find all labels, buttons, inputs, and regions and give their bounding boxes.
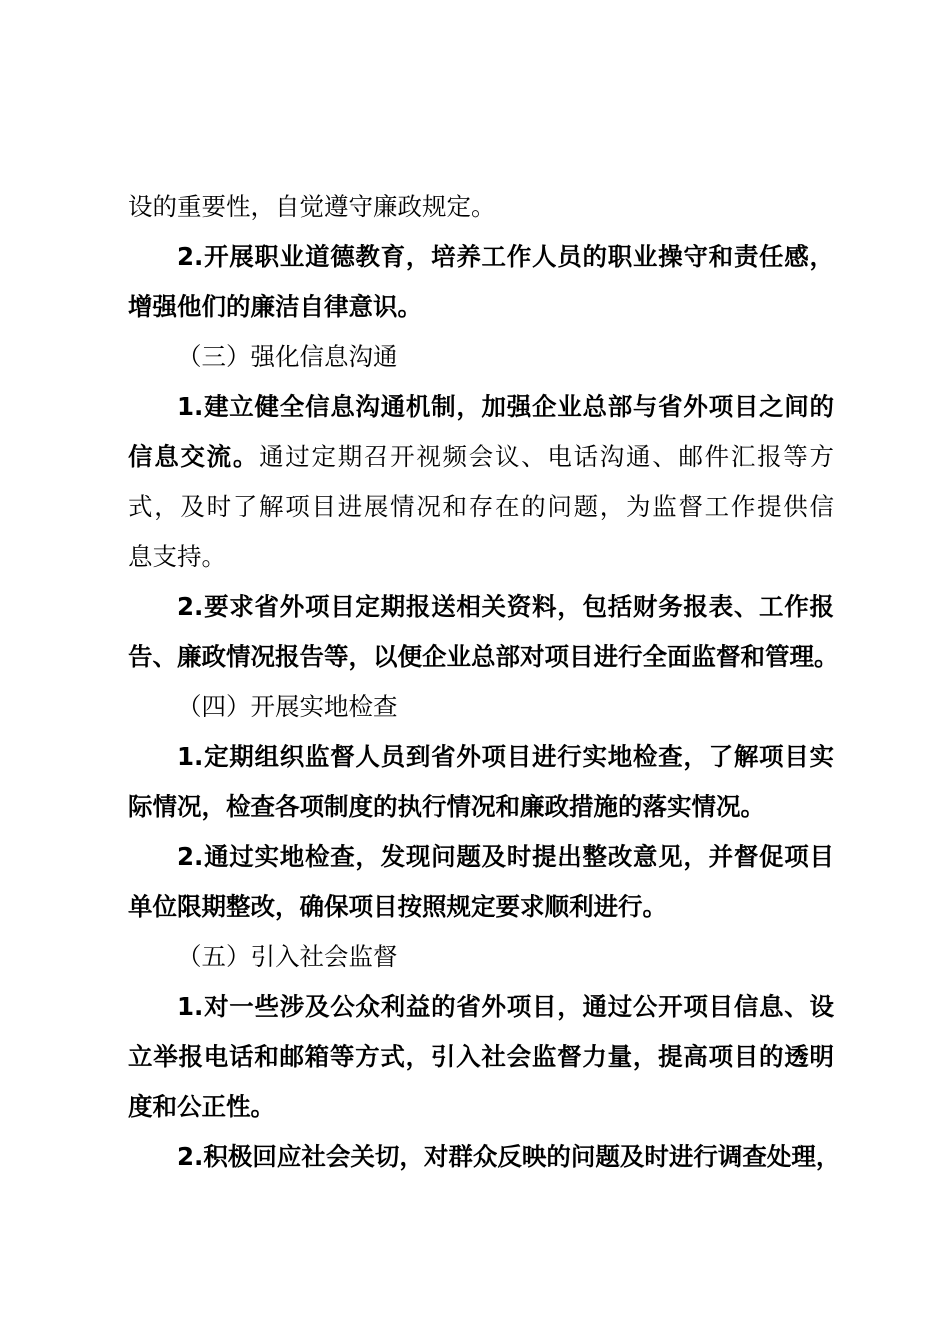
bold-text-segment: 2.积极回应社会关切，对群众反映的问题及时进行调查处理， bbox=[177, 1142, 841, 1171]
text-line bbox=[128, 932, 834, 982]
text-line bbox=[128, 1082, 834, 1132]
text-line bbox=[128, 882, 834, 932]
text-line bbox=[128, 432, 834, 482]
bold-text-segment: 2.要求省外项目定期报送相关资料，包括财务报表、工作报 bbox=[177, 592, 834, 621]
text-line bbox=[128, 582, 834, 632]
text-segment: （五）引入社会监督 bbox=[177, 942, 398, 971]
bold-text-segment: 际情况，检查各项制度的执行情况和廉政措施的落实情况。 bbox=[128, 792, 765, 821]
text-line bbox=[128, 732, 834, 782]
bold-text-segment: 度和公正性。 bbox=[128, 1092, 275, 1121]
text-line bbox=[128, 532, 834, 582]
text-line bbox=[128, 382, 834, 432]
text-line bbox=[128, 1132, 841, 1182]
text-segment: 式，及时了解项目进展情况和存在的问题，为监督工作提供信 bbox=[128, 492, 834, 521]
bold-text-segment: 信息交流。 bbox=[128, 442, 260, 471]
text-segment: 设的重要性，自觉遵守廉政规定。 bbox=[128, 192, 496, 221]
bold-text-segment: 1.对一些涉及公众利益的省外项目，通过公开项目信息、设 bbox=[177, 992, 834, 1021]
bold-text-segment: 立举报电话和邮箱等方式，引入社会监督力量，提高项目的透明 bbox=[128, 1042, 834, 1071]
bold-text-segment: 1.建立健全信息沟通机制，加强企业总部与省外项目之间的 bbox=[177, 392, 834, 421]
text-line bbox=[128, 232, 834, 282]
text-line bbox=[128, 332, 834, 382]
text-segment: 息支持。 bbox=[128, 542, 226, 571]
document-body bbox=[128, 182, 841, 1182]
text-segment: （三）强化信息沟通 bbox=[177, 342, 398, 371]
bold-text-segment: 告、廉政情况报告等，以便企业总部对项目进行全面监督和管理。 bbox=[128, 642, 839, 671]
text-line bbox=[128, 482, 834, 532]
bold-text-segment: 2.通过实地检查，发现问题及时提出整改意见，并督促项目 bbox=[177, 842, 834, 871]
text-segment: （四）开展实地检查 bbox=[177, 692, 398, 721]
bold-text-segment: 增强他们的廉洁自律意识。 bbox=[128, 292, 422, 321]
text-line bbox=[128, 832, 834, 882]
text-line bbox=[128, 282, 834, 332]
bold-text-segment: 单位限期整改，确保项目按照规定要求顺利进行。 bbox=[128, 892, 667, 921]
text-line bbox=[128, 782, 834, 832]
text-line bbox=[128, 682, 834, 732]
bold-text-segment: 2.开展职业道德教育，培养工作人员的职业操守和责任感， bbox=[177, 242, 834, 271]
text-line bbox=[128, 182, 834, 232]
text-line bbox=[128, 982, 834, 1032]
bold-text-segment: 1.定期组织监督人员到省外项目进行实地检查，了解项目实 bbox=[177, 742, 834, 771]
text-line bbox=[128, 1032, 834, 1082]
text-line bbox=[128, 632, 839, 682]
text-segment: 通过定期召开视频会议、电话沟通、邮件汇报等方 bbox=[259, 442, 835, 471]
